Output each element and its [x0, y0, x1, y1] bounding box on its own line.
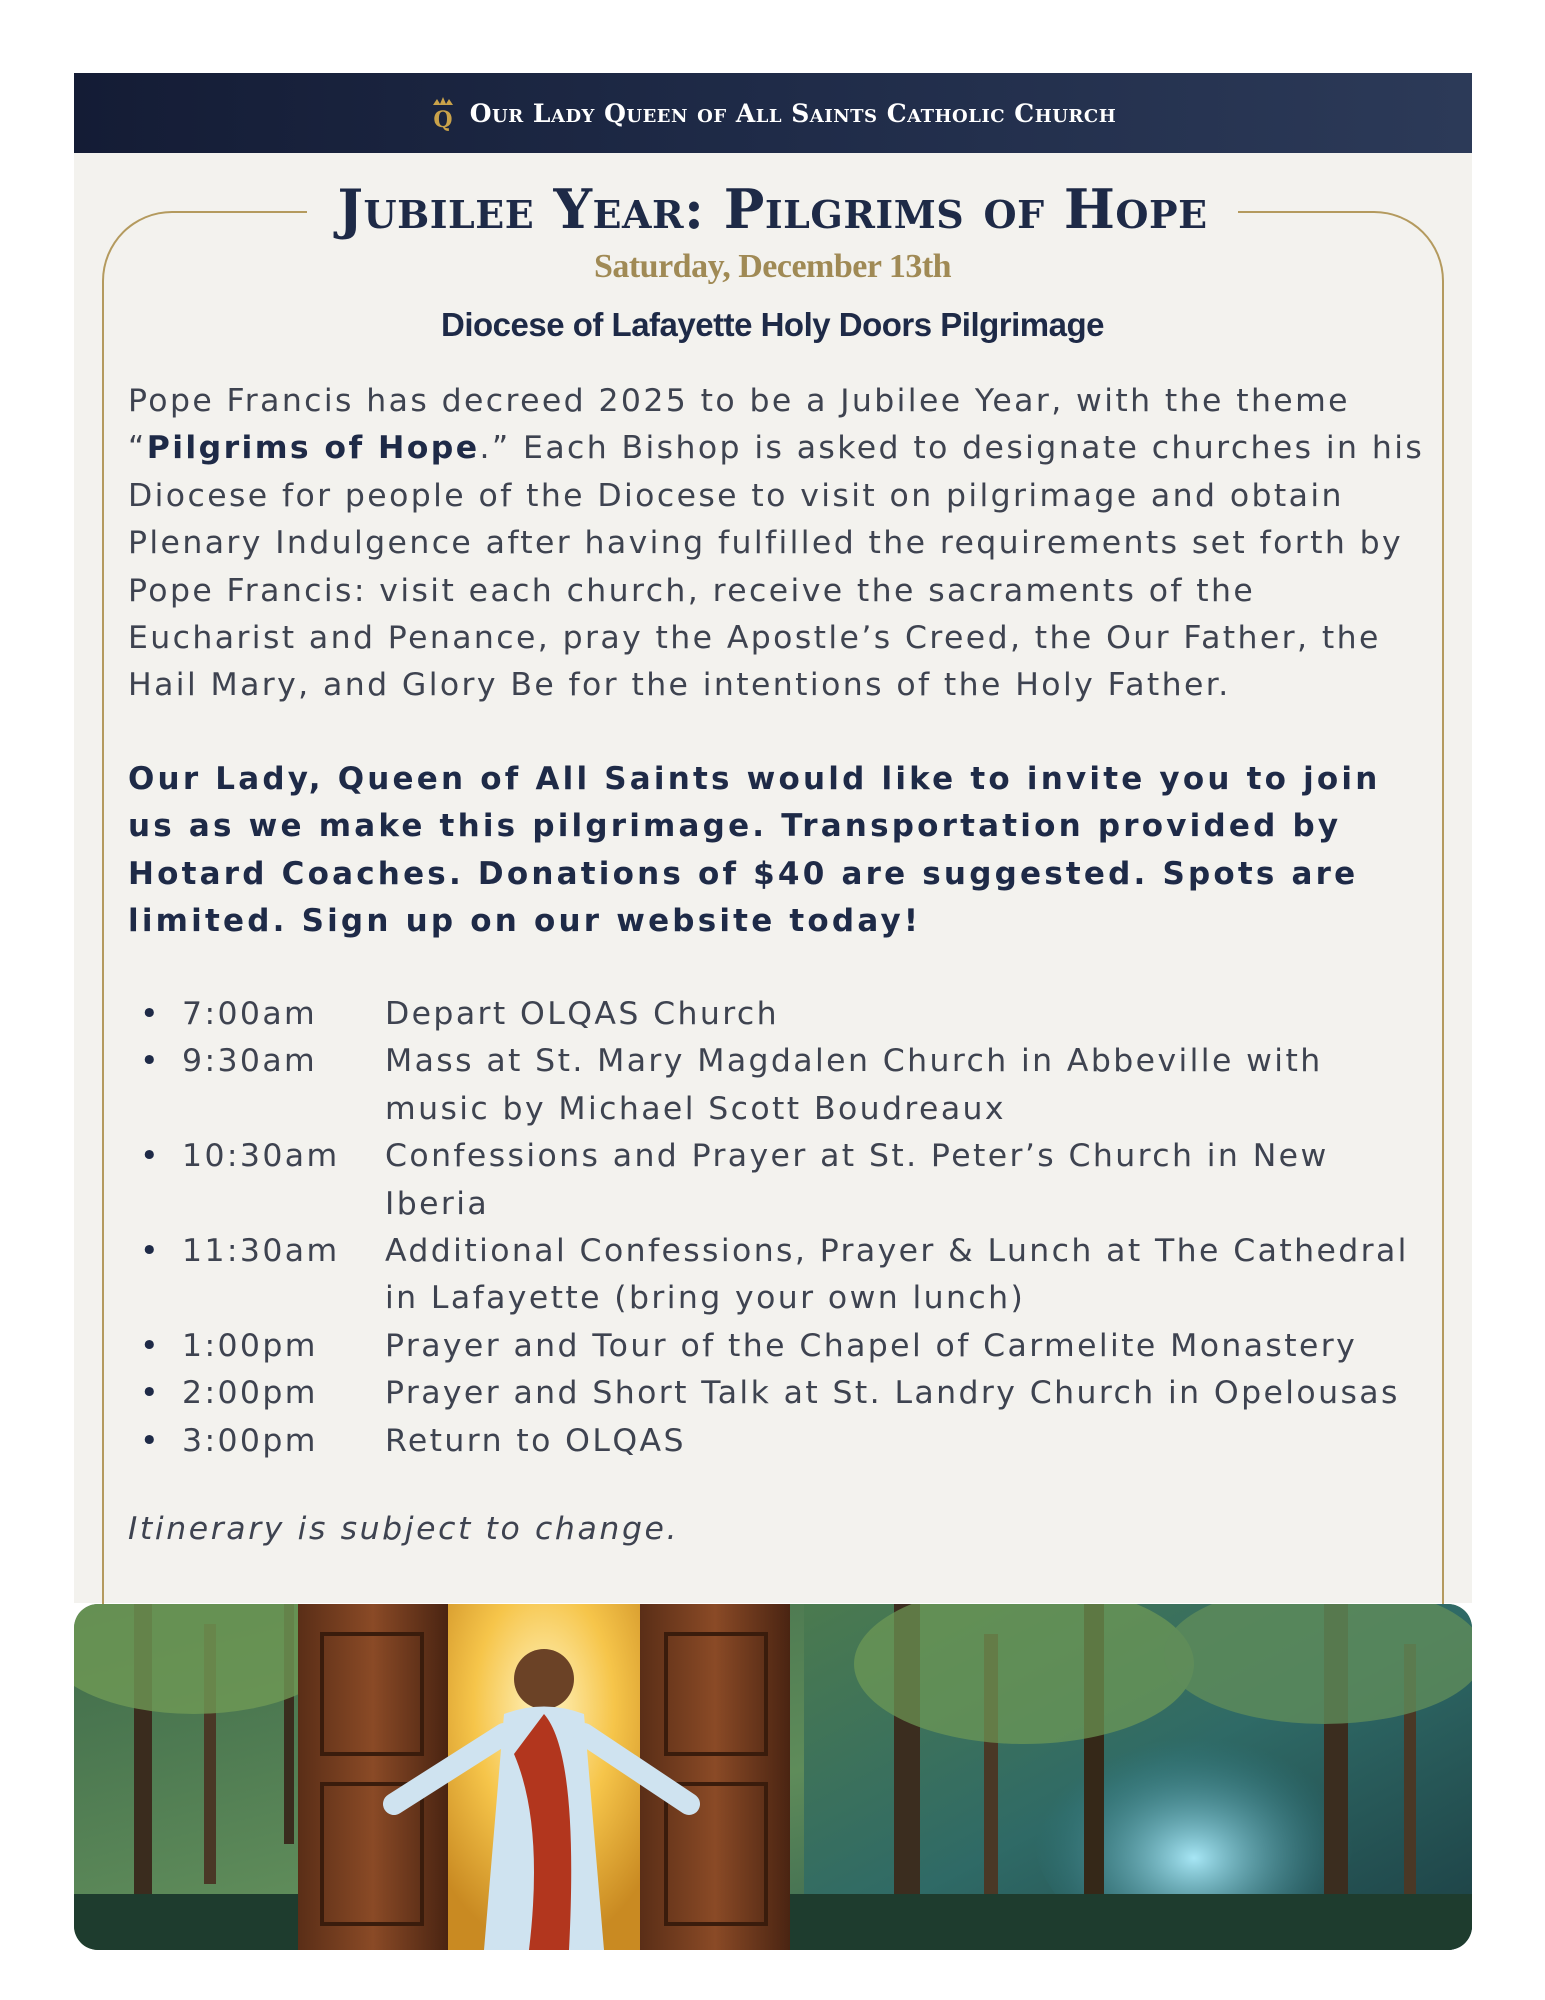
bullet-icon: • — [140, 1043, 161, 1080]
itinerary-item — [140, 991, 1440, 1038]
itinerary-description: Prayer and Short Talk at St. Landry Church in Opelousas — [385, 1375, 1400, 1412]
event-subtitle: Diocese of Lafayette Holy Doors Pilgrimage — [440, 306, 1105, 343]
bullet-icon: • — [140, 1375, 161, 1412]
event-date: Saturday, December 13th — [593, 248, 952, 285]
intro-text-2: .” Each Bishop is asked to designate churches in his Diocese for people of the Diocese to visit on pilgrimage and obtain Plenary Indulgence after having fulfilled the requirements set forth by Pope Francis: visit each church, receive the sacraments of the Eucharist and Penance, pray the Apostle’s Creed, the Our Father, the Hail Mary, and Glory Be for the intentions of the Holy Father. — [128, 430, 1425, 704]
itinerary-time: 2:00pm — [182, 1375, 318, 1412]
itinerary-time: 7:00am — [182, 996, 318, 1032]
bullet-icon: • — [140, 996, 161, 1032]
itinerary-item — [140, 1418, 1440, 1465]
itinerary-time: 1:00pm — [182, 1327, 318, 1364]
holy-door-illustration — [74, 1604, 1472, 1950]
itinerary-item — [140, 1228, 1440, 1323]
intro-paragraph — [128, 378, 1428, 710]
bullet-icon: • — [140, 1233, 161, 1270]
itinerary-description: Return to OLQAS — [385, 1422, 686, 1459]
intro-text-1: Pope Francis has decreed 2025 to be a Jubilee Year, with the theme “ — [128, 383, 1350, 467]
itinerary-time: 11:30am — [182, 1233, 340, 1270]
page-title: Jubilee Year: Pilgrims of Hope — [307, 176, 1237, 242]
itinerary-item — [140, 1370, 1440, 1417]
illustration-svg — [74, 1604, 1472, 1950]
crown-logo-icon — [430, 95, 456, 131]
itinerary-time: 3:00pm — [182, 1422, 318, 1459]
bullet-icon: • — [140, 1138, 161, 1175]
bullet-icon: • — [140, 1422, 161, 1459]
itinerary-description: Confessions and Prayer at St. Peter’s Church in New Iberia — [385, 1138, 1329, 1222]
bullet-icon: • — [140, 1327, 161, 1364]
svg-text:Q: Q — [433, 107, 453, 131]
header-banner — [74, 73, 1472, 153]
itinerary-item — [140, 1133, 1440, 1228]
invitation-paragraph: Our Lady, Queen of All Saints would like to invite you to join us as we make this pilgrimage. Transportation provided by Hotard Coaches. Donations of $40 are suggested. Spots are limited. Sign up on our website today! — [128, 761, 1381, 940]
itinerary-item — [140, 1038, 1440, 1133]
itinerary-description: Additional Confessions, Prayer & Lunch at The Cathedral in Lafayette (bring your own lunch) — [385, 1233, 1409, 1317]
itinerary-time: 10:30am — [182, 1138, 340, 1175]
itinerary-time: 9:30am — [182, 1043, 318, 1080]
title-wrap — [0, 176, 1545, 242]
church-name: Our Lady Queen of All Saints Catholic Church — [469, 98, 1117, 128]
itinerary-description: Depart OLQAS Church — [385, 996, 780, 1032]
itinerary-description: Prayer and Tour of the Chapel of Carmelite Monastery — [385, 1327, 1358, 1364]
intro-theme: Pilgrims of Hope — [146, 430, 480, 467]
itinerary-item — [140, 1323, 1440, 1370]
itinerary-note: Itinerary is subject to change. — [128, 1511, 680, 1547]
itinerary-description: Mass at St. Mary Magdalen Church in Abbeville with music by Michael Scott Boudreaux — [385, 1043, 1323, 1127]
itinerary-list — [140, 991, 1440, 1465]
